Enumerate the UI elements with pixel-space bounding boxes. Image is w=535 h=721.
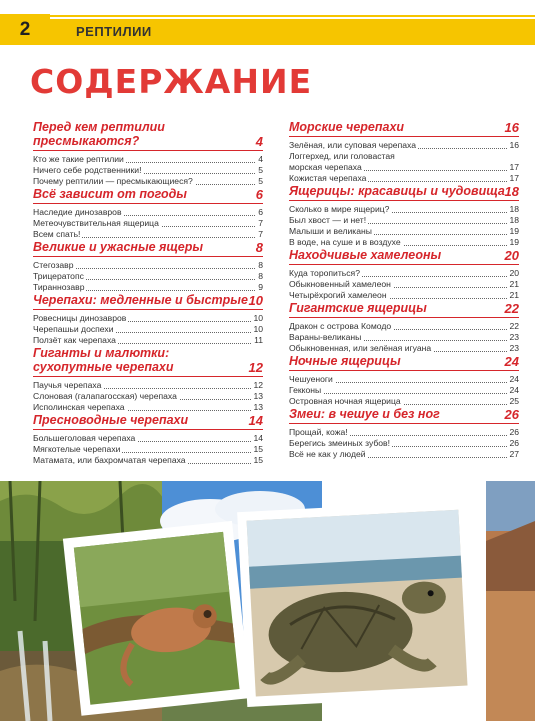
toc-item-label: Ровесницы динозавров bbox=[33, 313, 127, 323]
toc-item-label: Метеочувствительная ящерица bbox=[33, 218, 159, 228]
toc-item[interactable] bbox=[289, 385, 519, 396]
toc-item-label: Мягкотелые черепахи bbox=[33, 444, 121, 454]
toc-item[interactable] bbox=[33, 282, 263, 293]
toc-item-label: Матамата, или бахромчатая черепаха bbox=[33, 455, 186, 465]
toc-item[interactable] bbox=[33, 207, 263, 218]
toc-item-label: Наследие динозавров bbox=[33, 207, 122, 217]
toc-section-heading[interactable] bbox=[289, 184, 519, 201]
toc-item[interactable] bbox=[33, 271, 263, 282]
section-page-number: 14 bbox=[248, 413, 263, 428]
toc-item[interactable] bbox=[289, 343, 519, 354]
section-page-number: 18 bbox=[504, 184, 519, 199]
toc-item-page-number: 7 bbox=[258, 218, 263, 228]
toc-item[interactable] bbox=[289, 279, 519, 290]
toc-item-label: Слоновая (галапагосская) черепаха bbox=[33, 391, 177, 401]
toc-item-page-number: 15 bbox=[253, 455, 263, 465]
toc-item-label: Дракон с острова Комодо bbox=[289, 321, 392, 331]
header-rule bbox=[50, 15, 535, 17]
toc-item-page-number: 5 bbox=[258, 176, 263, 186]
toc-item[interactable] bbox=[33, 433, 263, 444]
photo-collage bbox=[0, 481, 535, 721]
toc-item-label: Островная ночная ящерица bbox=[289, 396, 401, 406]
toc-item-page-number: 11 bbox=[254, 335, 263, 345]
toc-item[interactable] bbox=[289, 321, 519, 332]
toc-item-label: Малыши и великаны bbox=[289, 226, 372, 236]
toc-item[interactable] bbox=[33, 260, 263, 271]
toc-item[interactable] bbox=[289, 396, 519, 407]
toc-item-page-number: 14 bbox=[253, 433, 263, 443]
toc-item[interactable] bbox=[289, 162, 519, 173]
toc-section-heading[interactable] bbox=[33, 346, 263, 377]
toc-item-label: Был хвост — и нет! bbox=[289, 215, 367, 225]
toc-section-heading[interactable] bbox=[33, 293, 263, 310]
toc-section-heading[interactable] bbox=[289, 120, 519, 137]
toc-item[interactable] bbox=[289, 173, 519, 184]
toc-item[interactable] bbox=[33, 455, 263, 466]
toc-item-page-number: 13 bbox=[253, 402, 263, 412]
toc-item[interactable] bbox=[33, 154, 263, 165]
toc-item-label: Тираннозавр bbox=[33, 282, 85, 292]
section-bar bbox=[50, 19, 535, 45]
section-title: РЕПТИЛИИ bbox=[76, 24, 152, 39]
toc-item-label: Берегись змеиных зубов! bbox=[289, 438, 391, 448]
toc-item[interactable] bbox=[33, 165, 263, 176]
toc-section-heading[interactable] bbox=[33, 240, 263, 257]
section-title-line: Пресноводные черепахи bbox=[33, 413, 189, 427]
toc-item-label: Всё не как у людей bbox=[289, 449, 366, 459]
toc-section-heading[interactable] bbox=[33, 120, 263, 151]
toc-item-page-number: 15 bbox=[253, 444, 263, 454]
toc-item-page-number: 20 bbox=[509, 268, 519, 278]
toc-item-page-number: 18 bbox=[509, 204, 519, 214]
toc-item-page-number: 16 bbox=[509, 140, 519, 150]
toc-item-page-number: 13 bbox=[253, 391, 263, 401]
section-title-line: Находчивые хамелеоны bbox=[289, 248, 442, 262]
toc-item-page-number: 10 bbox=[253, 313, 263, 323]
toc-item-label: Черепашьи доспехи bbox=[33, 324, 114, 334]
toc-section-heading[interactable] bbox=[289, 407, 519, 424]
toc-item[interactable] bbox=[289, 237, 519, 248]
toc-left-column bbox=[33, 120, 263, 466]
toc-item[interactable] bbox=[33, 324, 263, 335]
section-title-line: Змеи: в чешуе и без ног bbox=[289, 407, 440, 421]
toc-item-label: Прощай, кожа! bbox=[289, 427, 348, 437]
toc-right-column bbox=[289, 120, 519, 460]
section-page-number: 16 bbox=[504, 120, 519, 135]
toc-item[interactable] bbox=[289, 226, 519, 237]
section-page-number: 4 bbox=[255, 134, 263, 149]
toc-item[interactable] bbox=[33, 335, 263, 346]
toc-item-page-number: 22 bbox=[509, 321, 519, 331]
toc-item-page-number: 26 bbox=[509, 427, 519, 437]
page-number: 2 bbox=[0, 14, 50, 45]
section-title-line: пресмыкаются? bbox=[33, 134, 140, 148]
section-title-line: Морские черепахи bbox=[289, 120, 405, 134]
toc-item-first-line bbox=[289, 151, 519, 162]
toc-item[interactable] bbox=[289, 449, 519, 460]
toc-item[interactable] bbox=[289, 438, 519, 449]
toc-item[interactable] bbox=[289, 268, 519, 279]
toc-item-label: Четырёхрогий хамелеон bbox=[289, 290, 387, 300]
toc-item-label: Паучья черепаха bbox=[33, 380, 102, 390]
toc-item-page-number: 21 bbox=[509, 290, 519, 300]
toc-item-page-number: 21 bbox=[509, 279, 519, 289]
toc-item[interactable] bbox=[33, 218, 263, 229]
toc-item-page-number: 6 bbox=[258, 207, 263, 217]
toc-item-page-number: 7 bbox=[258, 229, 263, 239]
toc-item[interactable] bbox=[289, 374, 519, 385]
toc-item[interactable] bbox=[289, 215, 519, 226]
toc-item-label: Вараны-великаны bbox=[289, 332, 362, 342]
toc-item-page-number: 17 bbox=[509, 173, 519, 183]
toc-item[interactable] bbox=[33, 402, 263, 413]
collage-svg bbox=[0, 481, 535, 721]
toc-item[interactable] bbox=[289, 204, 519, 215]
toc-item-page-number: 5 bbox=[258, 165, 263, 175]
toc-item-label: Сколько в мире ящериц? bbox=[289, 204, 390, 214]
section-title-line: Всё зависит от погоды bbox=[33, 187, 187, 201]
toc-item-page-number: 12 bbox=[253, 380, 263, 390]
section-page-number: 24 bbox=[504, 354, 519, 369]
toc-item-page-number: 8 bbox=[258, 271, 263, 281]
section-page-number: 6 bbox=[255, 187, 263, 202]
toc-item-label: Исполинская черепаха bbox=[33, 402, 125, 412]
toc-section-heading[interactable] bbox=[33, 187, 263, 204]
toc-item-page-number: 23 bbox=[509, 332, 519, 342]
section-page-number: 26 bbox=[504, 407, 519, 422]
section-page-number: 12 bbox=[248, 360, 263, 375]
toc-item[interactable] bbox=[289, 332, 519, 343]
section-title-line: Ящерицы: красавицы и чудовища bbox=[289, 184, 505, 198]
toc-item-page-number: 4 bbox=[258, 154, 263, 164]
toc-section-heading[interactable] bbox=[33, 413, 263, 430]
toc-item-label: Трицератопс bbox=[33, 271, 84, 281]
turtle-photo bbox=[237, 500, 477, 707]
toc-item[interactable] bbox=[289, 140, 519, 151]
section-page-number: 8 bbox=[255, 240, 263, 255]
toc-item-page-number: 27 bbox=[509, 449, 519, 459]
toc-item-page-number: 23 bbox=[509, 343, 519, 353]
toc-item[interactable] bbox=[33, 391, 263, 402]
toc-item[interactable] bbox=[33, 313, 263, 324]
toc-item-label: Ничего себе родственники! bbox=[33, 165, 142, 175]
toc-item-label: Кто же такие рептилии bbox=[33, 154, 124, 164]
toc-section-heading[interactable] bbox=[289, 248, 519, 265]
toc-item-page-number: 10 bbox=[253, 324, 263, 334]
section-page-number: 22 bbox=[504, 301, 519, 316]
toc-item-label: Куда торопиться? bbox=[289, 268, 360, 278]
toc-item-label: Кожистая черепаха bbox=[289, 173, 367, 183]
section-title-line: Черепахи: медленные и быстрые bbox=[33, 293, 248, 307]
toc-item-label: Чешуеноги bbox=[289, 374, 333, 384]
section-title-line: Великие и ужасные ящеры bbox=[33, 240, 204, 254]
toc-item-label: Ползёт как черепаха bbox=[33, 335, 116, 345]
toc-item-page-number: 24 bbox=[509, 374, 519, 384]
section-title-line: Перед кем рептилии bbox=[33, 120, 165, 134]
toc-item-label: Гекконы bbox=[289, 385, 322, 395]
section-page-number: 20 bbox=[504, 248, 519, 263]
toc-item[interactable] bbox=[33, 176, 263, 187]
chameleon-photo bbox=[63, 521, 251, 716]
toc-item-label: Стегозавр bbox=[33, 260, 74, 270]
toc-item-page-number: 24 bbox=[509, 385, 519, 395]
toc-section-heading[interactable] bbox=[289, 301, 519, 318]
toc-item-label: Почему рептилии — пресмыкающиеся? bbox=[33, 176, 193, 186]
section-page-number: 10 bbox=[248, 293, 263, 308]
toc-item-label: Большеголовая черепаха bbox=[33, 433, 136, 443]
toc-item-page-number: 19 bbox=[509, 226, 519, 236]
toc-item-label: В воде, на суше и в воздухе bbox=[289, 237, 401, 247]
section-title-line: Ночные ящерицы bbox=[289, 354, 401, 368]
toc-item-page-number: 18 bbox=[509, 215, 519, 225]
toc-item-page-number: 17 bbox=[509, 162, 519, 172]
toc-item-label: Логгерхед, или головастая bbox=[289, 151, 395, 161]
toc-item-page-number: 25 bbox=[509, 396, 519, 406]
section-title-line: Гигантские ящерицы bbox=[289, 301, 427, 315]
toc-item-label: Обыкновенный хамелеон bbox=[289, 279, 391, 289]
page-title: СОДЕРЖАНИЕ bbox=[30, 62, 313, 101]
page-header bbox=[0, 0, 535, 48]
toc-item-page-number: 8 bbox=[258, 260, 263, 270]
toc-item-page-number: 19 bbox=[509, 237, 519, 247]
section-title-line: Гиганты и малютки: bbox=[33, 346, 170, 360]
toc-item-label: морская черепаха bbox=[289, 162, 362, 172]
section-title-line: сухопутные черепахи bbox=[33, 360, 174, 374]
toc-item[interactable] bbox=[289, 290, 519, 301]
toc-item-label: Зелёная, или суповая черепаха bbox=[289, 140, 416, 150]
toc-section-heading[interactable] bbox=[289, 354, 519, 371]
toc-item-label: Обыкновенная, или зелёная игуана bbox=[289, 343, 432, 353]
toc-item-label: Всем спать! bbox=[33, 229, 81, 239]
toc-item-page-number: 26 bbox=[509, 438, 519, 448]
toc-item[interactable] bbox=[33, 380, 263, 391]
toc-item[interactable] bbox=[33, 229, 263, 240]
toc-item[interactable] bbox=[289, 427, 519, 438]
toc-item-page-number: 9 bbox=[258, 282, 263, 292]
toc-item[interactable] bbox=[33, 444, 263, 455]
